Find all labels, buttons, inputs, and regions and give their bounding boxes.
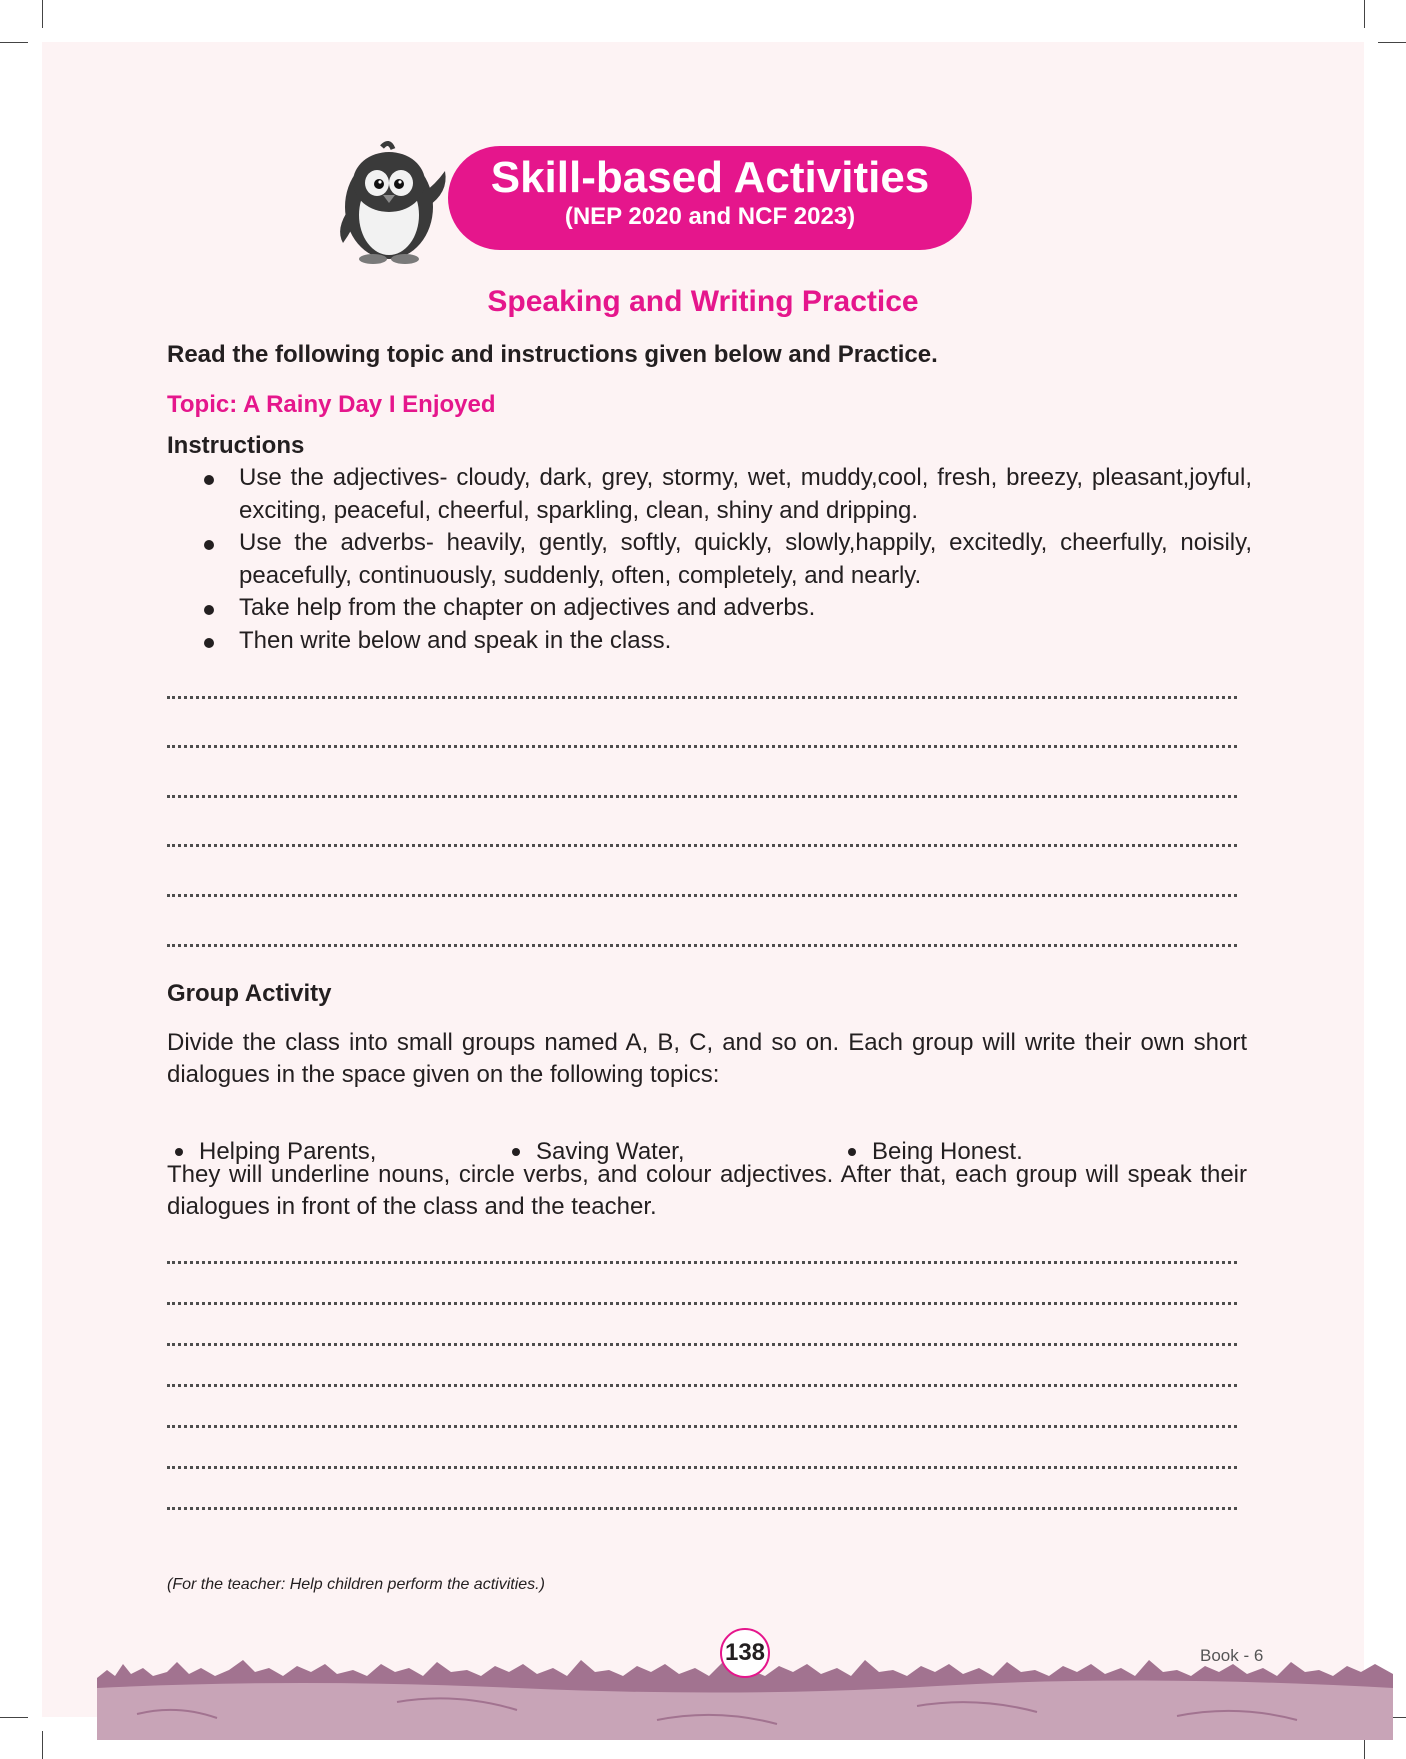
writing-line[interactable]	[167, 1343, 1237, 1346]
activities-banner	[448, 146, 972, 250]
topic-item: Helping Parents,	[199, 1135, 376, 1169]
crop-mark	[1364, 0, 1365, 28]
list-item: Use the adjectives- cloudy, dark, grey, stormy, wet, muddy,cool, fresh, breezy, pleasant,joyful, exciting, peaceful, cheerful, sparkling, clean, shiny and dripping.	[167, 462, 1252, 527]
worksheet-page	[42, 42, 1364, 1717]
writing-line[interactable]	[167, 944, 1237, 947]
writing-line[interactable]	[167, 1302, 1237, 1305]
group-activity-description: Divide the class into small groups named A, B, C, and so on. Each group will write their own short dialogues in the space given on the following topics:	[167, 1029, 1247, 1088]
list-item: Then write below and speak in the class.	[167, 625, 1252, 658]
group-activity-heading: Group Activity	[167, 980, 332, 1007]
list-item: Take help from the chapter on adjectives and adverbs.	[167, 592, 1252, 625]
teacher-note: (For the teacher: Help children perform the activities.)	[167, 1576, 545, 1593]
writing-line[interactable]	[167, 1384, 1237, 1387]
writing-line[interactable]	[167, 1507, 1237, 1510]
topic-item: Being Honest.	[872, 1135, 1023, 1169]
writing-line[interactable]	[167, 1261, 1237, 1264]
section-title: Speaking and Writing Practice	[487, 285, 919, 318]
topic-heading: Topic: A Rainy Day I Enjoyed	[167, 391, 496, 418]
writing-line[interactable]	[167, 894, 1237, 897]
topic-item: Saving Water,	[536, 1135, 685, 1169]
writing-line[interactable]	[167, 745, 1237, 748]
intro-text: Read the following topic and instructions given below and Practice.	[167, 341, 938, 368]
writing-line[interactable]	[167, 844, 1237, 847]
crop-mark	[42, 1731, 43, 1759]
crop-mark	[42, 0, 43, 28]
crop-mark	[0, 1717, 28, 1718]
book-label: Book - 6	[1200, 1646, 1264, 1665]
instructions-heading: Instructions	[167, 432, 305, 459]
writing-line[interactable]	[167, 1425, 1237, 1428]
banner-title: Skill-based Activities	[490, 153, 930, 202]
list-item: Use the adverbs- heavily, gently, softly, quickly, slowly,happily, excitedly, cheerfully, noisily, peacefully, continuously, suddenly, often, completely, and nearly.	[167, 527, 1252, 592]
crop-mark	[1378, 42, 1406, 43]
crop-mark	[0, 42, 28, 43]
page-number: 138	[720, 1628, 770, 1678]
writing-line[interactable]	[167, 696, 1237, 699]
instructions-list	[167, 462, 1252, 657]
writing-line[interactable]	[167, 1466, 1237, 1469]
banner-subtitle: (NEP 2020 and NCF 2023)	[564, 203, 856, 230]
group-activity-follow-up: They will underline nouns, circle verbs, and colour adjectives. After that, each group will speak their dialogues in front of the class and the teacher.	[167, 1161, 1247, 1220]
writing-line[interactable]	[167, 795, 1237, 798]
